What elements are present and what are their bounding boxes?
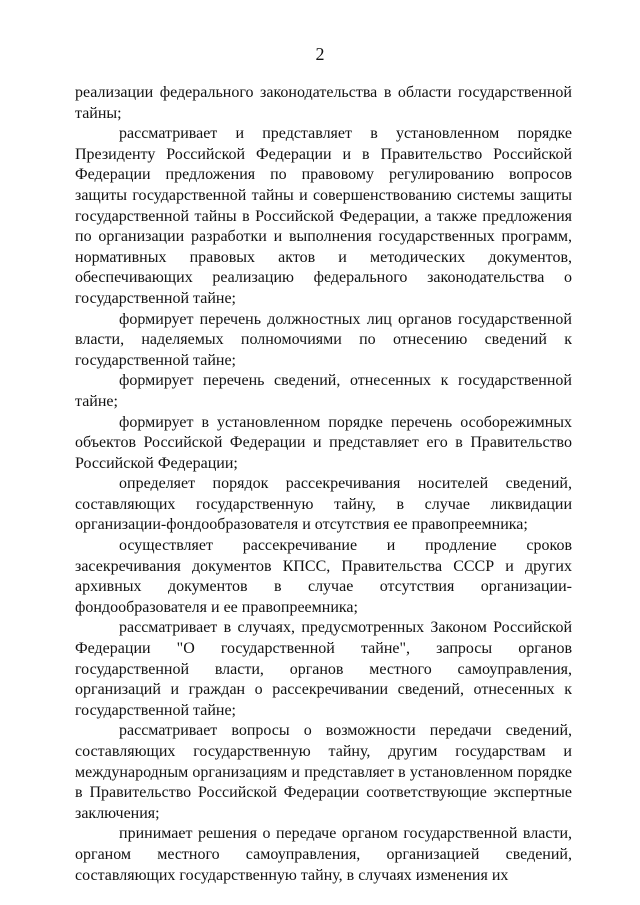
paragraph: рассматривает в случаях, предусмотренных Законом Российской Федерации "О государственной тайне", запросы органов государственной власти, органов местного самоуправления, организаций и граждан о рассекречивании сведений, отнесенных к государственной тайне; (75, 619, 572, 719)
paragraph-continuation: реализации федерального законодательства в области государственной тайны; (75, 84, 572, 122)
paragraph: формирует в установленном порядке перечень особорежимных объектов Российской Федерации и представляет его в Правительство Российской Федерации; (75, 413, 572, 472)
paragraph: осуществляет рассекречивание и продление сроков засекречивания документов КПСС, Правительства СССР и других архивных документов в случае отсутствия организации-фондообразователя и ее правопреемника; (75, 537, 572, 616)
paragraph-truncated: принимает решения о передаче органом государственной власти, органом местного самоуправления, организацией сведений, составляющих государственную тайну, в случаях изменения их (75, 825, 572, 884)
paragraph: определяет порядок рассекречивания носителей сведений, составляющих государственную тайну, в случае ликвидации организации-фондообразователя и отсутствия ее правопреемника; (75, 475, 572, 534)
paragraph: рассматривает вопросы о возможности передачи сведений, составляющих государственную тайну, другим государствам и международным организациям и представляет в установленном порядке в Правительство Российской Федерации соответствующие экспертные заключения; (75, 722, 572, 822)
page-number: 2 (315, 44, 325, 64)
document-body (75, 83, 572, 886)
paragraph: формирует перечень сведений, отнесенных к государственной тайне; (75, 372, 572, 410)
paragraph: рассматривает и представляет в установленном порядке Президенту Российской Федерации и в Правительство Российской Федерации предложения по правовому регулированию вопросов защиты государственной тайны и совершенствованию системы защиты государственной тайны в Российской Федерации, а также предложения по организации разработки и выполнения государственных программ, нормативных правовых актов и методических документов, обеспечивающих реализацию федерального законодательства о государственной тайне; (75, 125, 572, 307)
paragraph: формирует перечень должностных лиц органов государственной власти, наделяемых полномочиями по отнесению сведений к государственной тайне; (75, 310, 572, 369)
